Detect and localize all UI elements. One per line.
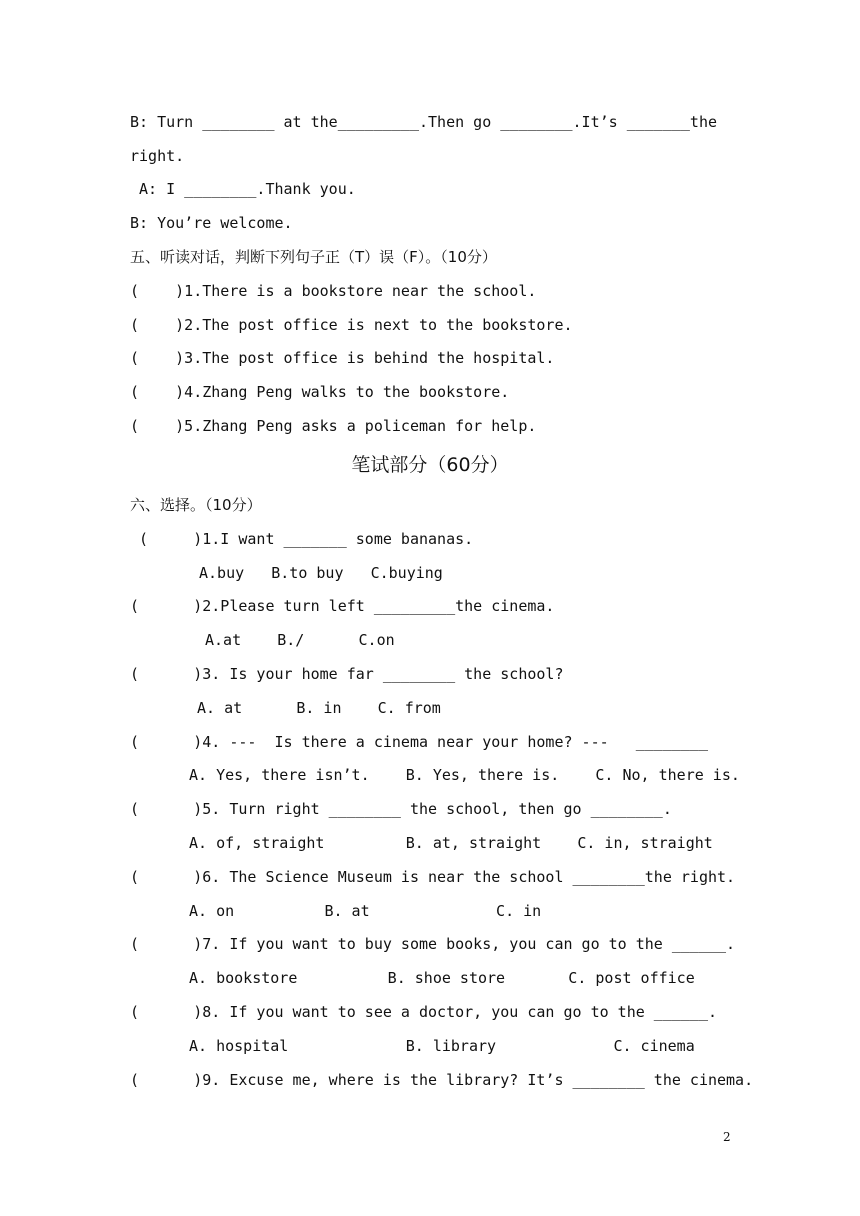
dialogue-line-2: right. [130, 147, 185, 165]
question-9: ( )9. Excuse me, where is the library? It’s ________ the cinema. [130, 1071, 754, 1089]
question-6-options: A. on B. at C. in [189, 902, 542, 920]
question-6: ( )6. The Science Museum is near the school ________the right. [130, 868, 736, 886]
question-8: ( )8. If you want to see a doctor, you can go to the ______. [130, 1003, 717, 1021]
section-5-heading: 五、听读对话，判断下列句子正（T）误（F）。（10分） [130, 248, 497, 266]
section-5-item-3: ( )3.The post office is behind the hospital. [130, 349, 555, 367]
question-3: ( )3. Is your home far ________ the school? [130, 665, 564, 683]
question-1-options: A.buy B.to buy C.buying [199, 564, 443, 582]
written-part-title: 笔试部分（60分） [351, 454, 509, 476]
section-5-item-2: ( )2.The post office is next to the bookstore. [130, 316, 573, 334]
question-7: ( )7. If you want to buy some books, you can go to the ______. [130, 935, 736, 953]
question-4-options: A. Yes, there isn’t. B. Yes, there is. C. No, there is. [189, 766, 740, 784]
question-4: ( )4. --- Is there a cinema near your home? --- ________ [130, 733, 708, 751]
question-5-options: A. of, straight B. at, straight C. in, straight [189, 834, 713, 852]
question-2-options: A.at B./ C.on [205, 631, 395, 649]
dialogue-line-4: B: You’re welcome. [130, 214, 293, 232]
section-5-item-5: ( )5.Zhang Peng asks a policeman for help. [130, 417, 537, 435]
page-number: 2 [723, 1130, 731, 1144]
dialogue-line-3: A: I ________.Thank you. [130, 180, 356, 198]
question-1: ( )1.I want _______ some bananas. [130, 530, 474, 548]
question-5: ( )5. Turn right ________ the school, then go ________. [130, 800, 672, 818]
section-6-heading: 六、选择。（10分） [130, 496, 262, 514]
section-5-item-4: ( )4.Zhang Peng walks to the bookstore. [130, 383, 510, 401]
dialogue-line-1: B: Turn ________ at the_________.Then go ________.It’s _______the [130, 113, 717, 131]
section-5-item-1: ( )1.There is a bookstore near the school. [130, 282, 537, 300]
question-2: ( )2.Please turn left _________the cinema. [130, 597, 555, 615]
question-3-options: A. at B. in C. from [197, 699, 441, 717]
question-7-options: A. bookstore B. shoe store C. post office [189, 969, 695, 987]
question-8-options: A. hospital B. library C. cinema [189, 1037, 695, 1055]
